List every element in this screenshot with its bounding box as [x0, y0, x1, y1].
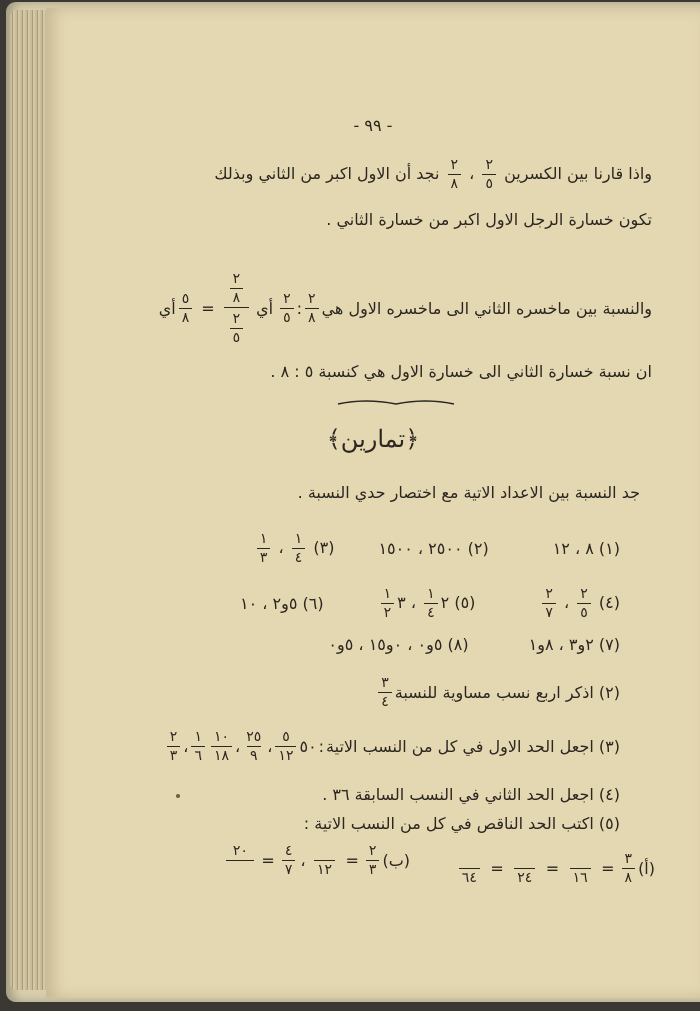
- book-page: [46, 8, 700, 998]
- exercise-item-3: (٣) $\frac{١}{٤}$ ، $\frac{١}{٣}$: [254, 532, 335, 565]
- section-title: ﴿تمارين﴾: [326, 425, 420, 453]
- fraction: $\frac{٢}{٨}$: [305, 292, 319, 325]
- exercise-item-4: (٤) $\frac{٢}{٥}$ ، $\frac{٢}{٧}$: [539, 587, 620, 620]
- exercise-intro: جد النسبة بين الاعداد الاتية مع اختصار حدي النسبة .: [297, 483, 640, 502]
- exercise-item-7: (٧) ٢و٣ ، ٨و١: [528, 635, 620, 654]
- page-number: - ٩٩ -: [353, 116, 393, 135]
- question-4: (٤) اجعل الحد الثاني في النسب السابقة ٣٦ .: [322, 785, 620, 804]
- para2-line: والنسبة بين ماخسره الثاني الى ماخسره الاول هي $\frac{٢}{٨}$ : $\frac{٢}{٥}$ أي $\frac{\frac{٢}{٨}}{\frac{٢}{٥}}$ = $\frac{٥}{٨}$ أي: [158, 270, 652, 346]
- para1-line1: واذا قارنا بين الكسرين $\frac{٢}{٥}$ ، $\frac{٢}{٨}$ نجد أن الاول اكبر من الثاني وبذلك: [214, 157, 652, 192]
- para2-text: والنسبة بين ماخسره الثاني الى ماخسره الاول هي: [321, 298, 652, 318]
- exercise-item-2: (٢) ٢٥٠٠ ، ١٥٠٠: [378, 538, 489, 558]
- page-edges: [10, 10, 46, 990]
- fraction: $\frac{٢}{٥}$: [280, 292, 294, 325]
- ink-speck: [176, 794, 180, 798]
- exercise-row-3: [328, 635, 620, 654]
- exercise-row-2: [240, 583, 620, 623]
- ornament-divider: [336, 396, 456, 408]
- para1-line2: تكون خسارة الرجل الاول اكبر من خسارة الثاني .: [326, 210, 652, 229]
- fraction: $\frac{٢}{٨}$: [448, 158, 462, 191]
- exercise-row-1: [254, 530, 620, 566]
- question-5a: (أ) $\frac{٣}{٨}$ = ١٦ = ٢٤ = ٦٤: [452, 846, 655, 890]
- question-5: (٥) اكتب الحد الناقص في كل من النسب الاتية :: [303, 814, 620, 833]
- exercise-item-6: (٦) ٥و٢ ، ١٠: [240, 593, 324, 613]
- exercise-item-8: (٨) ٥و٠ ، ٠و١٥ ، ٥و٠: [328, 635, 469, 654]
- question-3: (٣) اجعل الحد الاول في كل من النسب الاتية : ٥٠ $\frac{٥}{١٢}$ ، $\frac{٢٥}{٩}$ ، $\frac{١٠}{١٨}$ $\frac{١}{٦}$ ، $\frac{٢}{٣}$: [164, 726, 620, 766]
- question-2: (٢) اذكر اربع نسب مساوية للنسبة $\frac{٣}{٤}$: [375, 672, 620, 712]
- exercise-item-1: (١) ٨ ، ١٢: [552, 538, 620, 558]
- para1-text-a: واذا قارنا بين الكسرين: [504, 164, 652, 183]
- complex-fraction: $\frac{\frac{٢}{٨}}{\frac{٢}{٥}}$: [224, 272, 250, 345]
- fraction: $\frac{٥}{٨}$: [179, 292, 193, 325]
- fraction: $\frac{٢}{٥}$: [482, 158, 496, 191]
- para1-text-b: نجد أن الاول اكبر من الثاني وبذلك: [214, 164, 440, 183]
- question-5b: (ب) $\frac{٢}{٣}$ = ١٢ ، $\frac{٤}{٧}$ = ٢٠: [223, 838, 410, 882]
- para3: ان نسبة خسارة الثاني الى خسارة الاول هي كنسبة ٥ : ٨ .: [270, 362, 652, 381]
- exercise-item-5: (٥) ٢ $\frac{١}{٤}$ ، ٣ $\frac{١}{٢}$: [378, 587, 476, 620]
